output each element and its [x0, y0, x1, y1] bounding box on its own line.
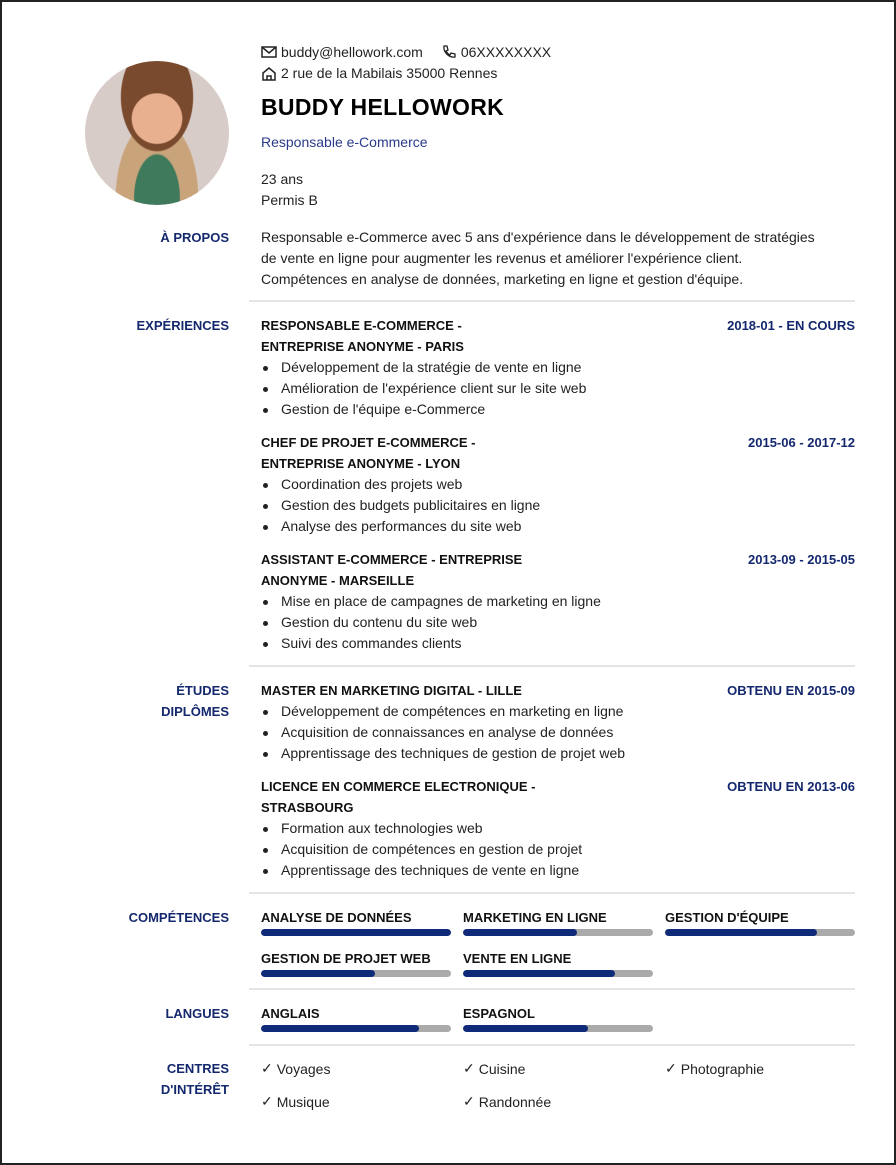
skill: VENTE EN LIGNE [463, 950, 653, 977]
divider [249, 892, 855, 894]
interest: ✓ Photographie [665, 1060, 765, 1077]
email: buddy@hellowork.com [281, 44, 423, 60]
study-title: MASTER EN MARKETING DIGITAL - LILLE [261, 683, 522, 698]
skill: GESTION DE PROJET WEB [261, 950, 451, 977]
phone: 06XXXXXXXX [460, 44, 552, 60]
exp-list: Coordination des projets web Gestion des budgets publicitaires en ligne Analyse des performances du site web [261, 474, 540, 537]
study-title: LICENCE EN COMMERCE ELECTRONIQUE - STRASBOURG [261, 779, 536, 815]
section-skills: COMPÉTENCES [128, 910, 229, 925]
divider [249, 1044, 855, 1046]
interest: ✓ Voyages [261, 1060, 331, 1077]
divider [249, 988, 855, 990]
exp-title: CHEF DE PROJET E-COMMERCE - ENTREPRISE ANONYME - LYON [261, 435, 476, 471]
language: ANGLAIS [261, 1005, 451, 1032]
skill: ANALYSE DE DONNÉES [261, 909, 451, 936]
license: Permis B [261, 192, 318, 208]
interest: ✓ Randonnée [463, 1093, 552, 1110]
address: 2 rue de la Mabilais 35000 Rennes [281, 65, 498, 81]
divider [249, 300, 855, 302]
exp-title: ASSISTANT E-COMMERCE - ENTREPRISE ANONYME - MARSEILLE [261, 552, 523, 588]
study-date: OBTENU EN 2013-06 [727, 779, 855, 794]
exp-date: 2013-09 - 2015-05 [748, 552, 855, 567]
contact-line [261, 44, 551, 60]
mail-icon [261, 46, 277, 58]
study-date: OBTENU EN 2015-09 [727, 683, 855, 698]
about-text: Responsable e-Commerce avec 5 ans d'expérience dans le développement de stratégies de vente en ligne pour augmenter les revenus et améliorer l'expérience client. Compétences en analyse de données, marketing en ligne et gestion d'équipe. [261, 229, 815, 287]
exp-title: RESPONSABLE E-COMMERCE - ENTREPRISE ANONYME - PARIS [261, 318, 464, 354]
job-title: Responsable e-Commerce [261, 134, 428, 150]
interest: ✓ Cuisine [463, 1060, 526, 1077]
study-list: Développement de compétences en marketing en ligne Acquisition de connaissances en analyse de données Apprentissage des techniques de gestion de projet web [261, 701, 625, 764]
exp-date: 2018-01 - EN COURS [727, 318, 855, 333]
section-interests: CENTRES D'INTÉRÊT [160, 1061, 229, 1097]
check-icon: ✓ [665, 1060, 677, 1076]
interest: ✓ Musique [261, 1093, 330, 1110]
section-experiences: EXPÉRIENCES [136, 318, 229, 333]
exp-date: 2015-06 - 2017-12 [748, 435, 855, 450]
section-languages: LANGUES [165, 1006, 229, 1021]
check-icon: ✓ [463, 1093, 475, 1109]
skill: MARKETING EN LIGNE [463, 909, 653, 936]
check-icon: ✓ [463, 1060, 475, 1076]
section-studies: ÉTUDES DIPLÔMES [161, 683, 229, 719]
profile-photo [85, 61, 229, 205]
home-icon [261, 66, 277, 81]
divider [249, 665, 855, 667]
study-list: Formation aux technologies web Acquisition de compétences en gestion de projet Apprentissage des techniques de vente en ligne [261, 818, 582, 881]
exp-list: Mise en place de campagnes de marketing en ligne Gestion du contenu du site web Suivi des commandes clients [261, 591, 601, 654]
language: ESPAGNOL [463, 1005, 653, 1032]
section-about: À PROPOS [160, 230, 229, 245]
address-line [261, 65, 497, 81]
exp-list: Développement de la stratégie de vente en ligne Amélioration de l'expérience client sur le site web Gestion de l'équipe e-Commerce [261, 357, 586, 420]
check-icon: ✓ [261, 1093, 273, 1109]
phone-icon [441, 44, 457, 60]
skill: GESTION D'ÉQUIPE [665, 909, 855, 936]
age: 23 ans [261, 171, 304, 187]
full-name: BUDDY HELLOWORK [261, 94, 505, 120]
check-icon: ✓ [261, 1060, 273, 1076]
